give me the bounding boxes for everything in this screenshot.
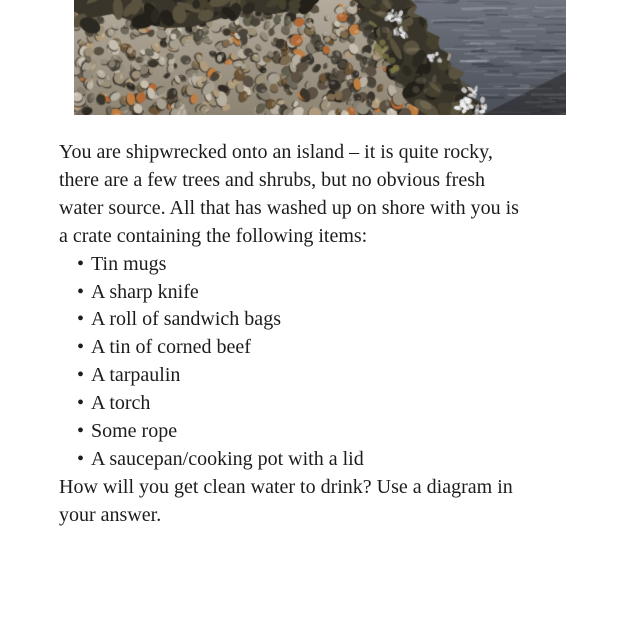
closing-line: your answer. xyxy=(59,503,162,526)
intro-line: You are shipwrecked onto an island – it is quite rocky, xyxy=(59,141,493,163)
shoreline-photo xyxy=(74,0,566,115)
bullet-icon: • xyxy=(77,336,85,359)
list-item-text: A roll of sandwich bags xyxy=(91,308,281,331)
list-item xyxy=(59,279,604,307)
intro-line: there are a few trees and shrubs, but no obvious fresh xyxy=(59,168,485,191)
bullet-icon: • xyxy=(77,392,85,415)
list-item xyxy=(59,251,604,279)
list-item-text: A saucepan/cooking pot with a lid xyxy=(91,447,364,470)
list-item-text: Some rope xyxy=(91,420,178,443)
list-item xyxy=(59,334,604,362)
list-item xyxy=(59,418,604,446)
bullet-icon: • xyxy=(77,447,85,470)
list-item-text: A tarpaulin xyxy=(91,364,181,387)
bullet-icon: • xyxy=(77,252,85,275)
list-item xyxy=(59,306,604,334)
intro-line: water source. All that has washed up on shore with you is xyxy=(59,196,519,219)
list-item xyxy=(59,446,604,474)
closing-line: How will you get clean water to drink? Use a diagram in xyxy=(59,475,513,498)
list-item-text: A sharp knife xyxy=(91,280,199,303)
list-item xyxy=(59,390,604,418)
question-text xyxy=(59,139,604,530)
list-item-text: Tin mugs xyxy=(91,252,167,275)
closing-paragraph xyxy=(59,474,604,530)
list-item-text: A torch xyxy=(91,392,151,415)
intro-paragraph xyxy=(59,139,604,251)
list-item-text: A tin of corned beef xyxy=(91,336,251,359)
bullet-icon: • xyxy=(77,280,85,303)
bullet-icon: • xyxy=(77,364,85,387)
shoreline-photo-canvas xyxy=(74,0,566,115)
bullet-icon: • xyxy=(77,308,85,331)
intro-line: a crate containing the following items: xyxy=(59,224,368,247)
crate-items-list xyxy=(59,251,604,474)
bullet-icon: • xyxy=(77,420,85,443)
list-item xyxy=(59,362,604,390)
